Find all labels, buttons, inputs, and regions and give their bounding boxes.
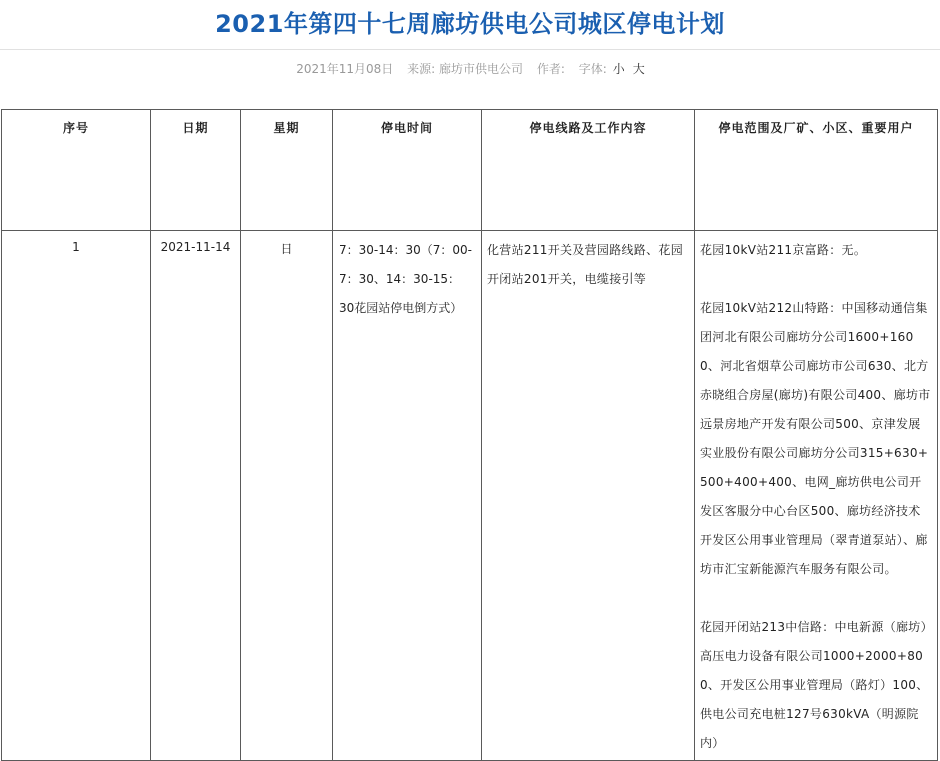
cell-outage-time: 7：30-14：30（7：00-7：30、14：30-15：30花园站停电倒方式）	[333, 231, 482, 761]
article-meta	[0, 60, 940, 77]
header-lines: 停电线路及工作内容	[482, 110, 695, 231]
article-title: 2021年第四十七周廊坊供电公司城区停电计划	[215, 10, 725, 38]
scope-paragraph: 花园10kV站211京富路：无。	[700, 243, 867, 257]
header-seq: 序号	[2, 110, 151, 231]
article-author: 作者:	[536, 62, 565, 76]
publish-date: 2021年11月08日	[296, 62, 394, 76]
header-date: 日期	[151, 110, 241, 231]
table-header-row	[2, 110, 938, 231]
header-scope: 停电范围及厂矿、小区、重要用户	[695, 110, 938, 231]
scope-paragraph: 花园10kV站212山特路：中国移动通信集团河北有限公司廊坊分公司1600+1600、河北省烟草公司廊坊市公司630、北方赤晓组合房屋(廊坊)有限公司400、廊坊市远景房地产开发有限公司500、京津发展实业股份有限公司廊坊分公司315+630+500+400+400、电网_廊坊供电公司开发区客服分中心台区500、廊坊经济技术开发区公用事业管理局（翠青道泵站）、廊坊市汇宝新能源汽车服务有限公司。	[700, 301, 931, 576]
cell-lines-work: 化营站211开关及营园路线路、花园开闭站201开关，电缆接引等	[482, 231, 695, 761]
cell-seq: 1	[2, 231, 151, 761]
title-divider	[0, 49, 940, 50]
cell-scope	[695, 231, 938, 761]
header-weekday: 星期	[241, 110, 333, 231]
outage-plan-table	[1, 109, 938, 761]
article-source: 来源: 廊坊市供电公司	[407, 62, 523, 76]
table-row	[2, 231, 938, 761]
font-size-label: 字体:	[578, 62, 607, 76]
cell-date: 2021-11-14	[151, 231, 241, 761]
font-large-link[interactable]: 大	[632, 62, 645, 76]
font-small-link[interactable]: 小	[612, 62, 625, 76]
header-time: 停电时间	[333, 110, 482, 231]
scope-paragraph: 花园开闭站213中信路：中电新源（廊坊）高压电力设备有限公司1000+2000+800、开发区公用事业管理局（路灯）100、供电公司充电桩127号630kVA（明源院内）	[700, 620, 929, 750]
cell-weekday: 日	[241, 231, 333, 761]
